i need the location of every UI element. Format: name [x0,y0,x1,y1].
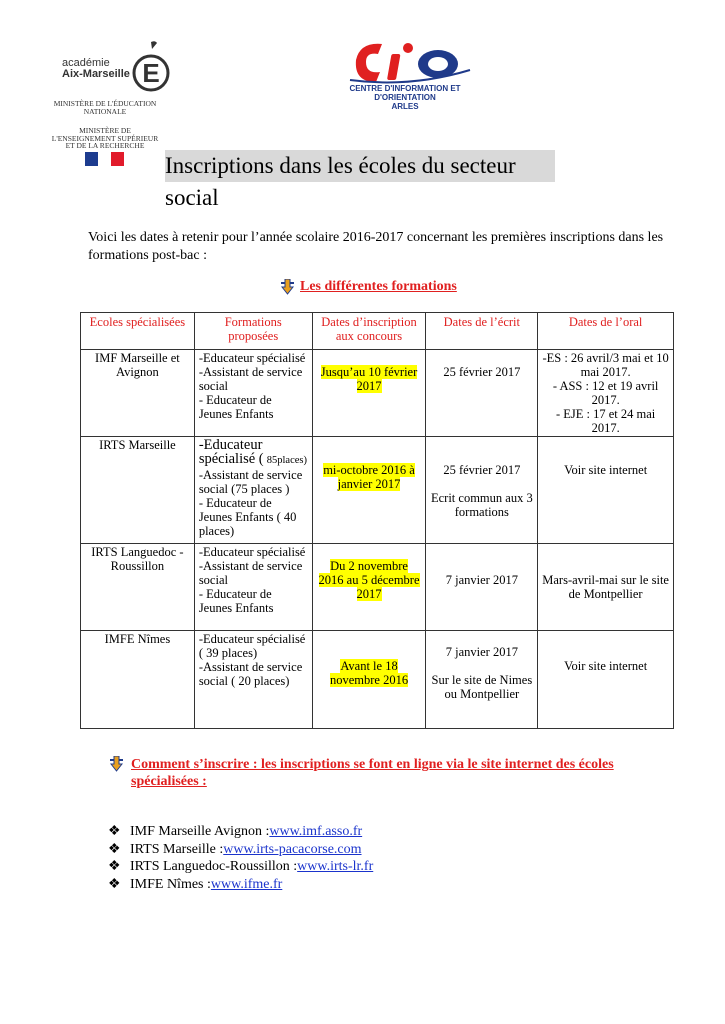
page-title: Inscriptions dans les écoles du secteur social [165,150,555,182]
ecrit-note: Ecrit commun aux 3 formations [430,491,533,519]
column-header: Dates de l’écrit [426,313,538,350]
table-row [81,544,674,631]
inscription-date: mi-octobre 2016 à janvier 2017 [323,463,415,491]
formations-cell [194,544,312,631]
ecrit-cell [426,350,538,437]
ecrit-date: 25 février 2017 [443,463,521,477]
ecrit-date: 25 février 2017 [443,365,521,379]
oral-cell [538,437,674,544]
academie-line1: académie [62,57,110,69]
irts-lr-website-link[interactable]: www.irts-lr.fr [297,859,374,874]
inscription-date: Du 2 novembre 2016 au 5 décembre 2017 [318,559,420,601]
cio-logo [320,40,490,110]
oral-date: Voir site internet [564,463,648,477]
list-item [108,876,373,894]
school-links-list [108,823,373,893]
formations-table [80,312,674,729]
formation-item-main: -Educateur spécialisé ( [198,437,264,467]
formation-item: -Assistant de service social [198,559,303,587]
column-header: Dates de l’oral [538,313,674,350]
list-item [108,823,373,841]
table-row [81,350,674,437]
column-header: Formations proposées [194,313,312,350]
formations-cell [194,631,312,729]
ecole-cell: IRTS Marseille [81,437,195,544]
table-row [81,631,674,729]
ecrit-date: 7 janvier 2017 [445,573,518,587]
irts-marseille-website-link[interactable]: www.irts-pacacorse.com [223,841,362,857]
formation-item: - Educateur de Jeunes Enfants ( 40 places) [198,496,297,538]
formation-item: - Educateur de Jeunes Enfants [198,393,274,421]
diamond-bullet-icon: ❖ [108,859,121,874]
list-item [108,858,373,876]
cio-subtitle [320,84,490,111]
formation-item: -Assistant de service social [198,365,303,393]
cio-line1: CENTRE D'INFORMATION ET D'ORIENTATION [349,84,461,102]
oral-cell [538,544,674,631]
ecole-cell: IMF Marseille et Avignon [81,350,195,437]
formation-item [199,438,308,468]
ministere-enseignement: MINISTÈRE DE L'ENSEIGNEMENT SUPÉRIEUR ET DE LA RECHERCHE [51,126,159,150]
intro-paragraph: Voici les dates à retenir pour l’année scolaire 2016-2017 concernant les premières inscriptions dans les formations post-bac : [88,230,664,263]
section-heading-formations: Les différentes formations [300,279,457,294]
svg-text:E: E [142,58,160,88]
ecole-cell: IRTS Languedoc - Roussillon [81,544,195,631]
formation-item: -Assistant de service social (75 places ) [198,468,303,496]
inscription-cell [312,350,426,437]
diamond-bullet-icon: ❖ [108,841,121,857]
arrow-down-bullet-icon [110,756,123,772]
academie-logo [62,40,172,100]
oral-cell [538,631,674,729]
ecrit-cell [426,544,538,631]
inscription-date: Avant le 18 novembre 2016 [329,659,409,687]
diamond-bullet-icon: ❖ [108,824,121,839]
link-label: IRTS Languedoc-Roussillon : [130,859,298,874]
ecrit-cell [426,631,538,729]
oral-date: - EJE : 17 et 24 mai 2017. [555,407,656,435]
oral-date: - ASS : 12 et 19 avril 2017. [552,379,659,407]
formation-item-places: 85places) [266,455,307,466]
arrow-down-bullet-icon [281,279,294,295]
ecole-cell: IMFE Nîmes [81,631,195,729]
ecrit-note: Sur le site de Nimes ou Montpellier [431,673,533,701]
formation-item: -Educateur spécialisé [198,545,306,559]
inscription-cell [312,631,426,729]
oral-date: Mars-avril-mai sur le site de Montpellier [542,573,669,601]
inscription-cell [312,544,426,631]
link-label: IRTS Marseille : [130,841,224,857]
column-header: Ecoles spécialisées [81,313,195,350]
formation-item: -Educateur spécialisé ( 39 places) [198,632,306,660]
ecrit-cell [426,437,538,544]
imfe-website-link[interactable]: www.ifme.fr [210,876,283,892]
oral-date: -ES : 26 avril/3 mai et 10 mai 2017. [542,351,669,379]
cio-logo-mark-icon [320,40,490,84]
imf-website-link[interactable]: www.imf.asso.fr [269,824,363,839]
academie-wordmark [62,58,130,80]
oral-date: Voir site internet [564,659,648,673]
table-header-row [81,313,674,350]
formation-item: -Educateur spécialisé [198,351,306,365]
formations-cell [194,350,312,437]
diamond-bullet-icon: ❖ [108,876,121,892]
link-label: IMFE Nîmes : [130,876,211,892]
oral-cell [538,350,674,437]
column-header: Dates d’inscription aux concours [312,313,426,350]
academie-e-icon [132,40,170,96]
cio-line2: ARLES [391,102,419,111]
link-label: IMF Marseille Avignon : [130,824,270,839]
inscription-date: Jusqu’au 10 février 2017 [320,365,418,393]
inscription-cell [312,437,426,544]
ministere-education: MINISTÈRE DE L'ÉDUCATION NATIONALE [53,99,157,116]
french-flag-icon [85,152,125,166]
formation-item: -Assistant de service social ( 20 places) [198,660,303,688]
list-item [108,841,373,859]
academie-line2: Aix-Marseille [62,68,130,80]
ecrit-date: 7 janvier 2017 [445,645,518,659]
formations-cell [194,437,312,544]
table-row [81,437,674,544]
section-heading-inscription: Comment s’inscrire : les inscriptions se font en ligne via le site internet des écoles spécialisées : [131,757,614,789]
formation-item: - Educateur de Jeunes Enfants [198,587,274,615]
